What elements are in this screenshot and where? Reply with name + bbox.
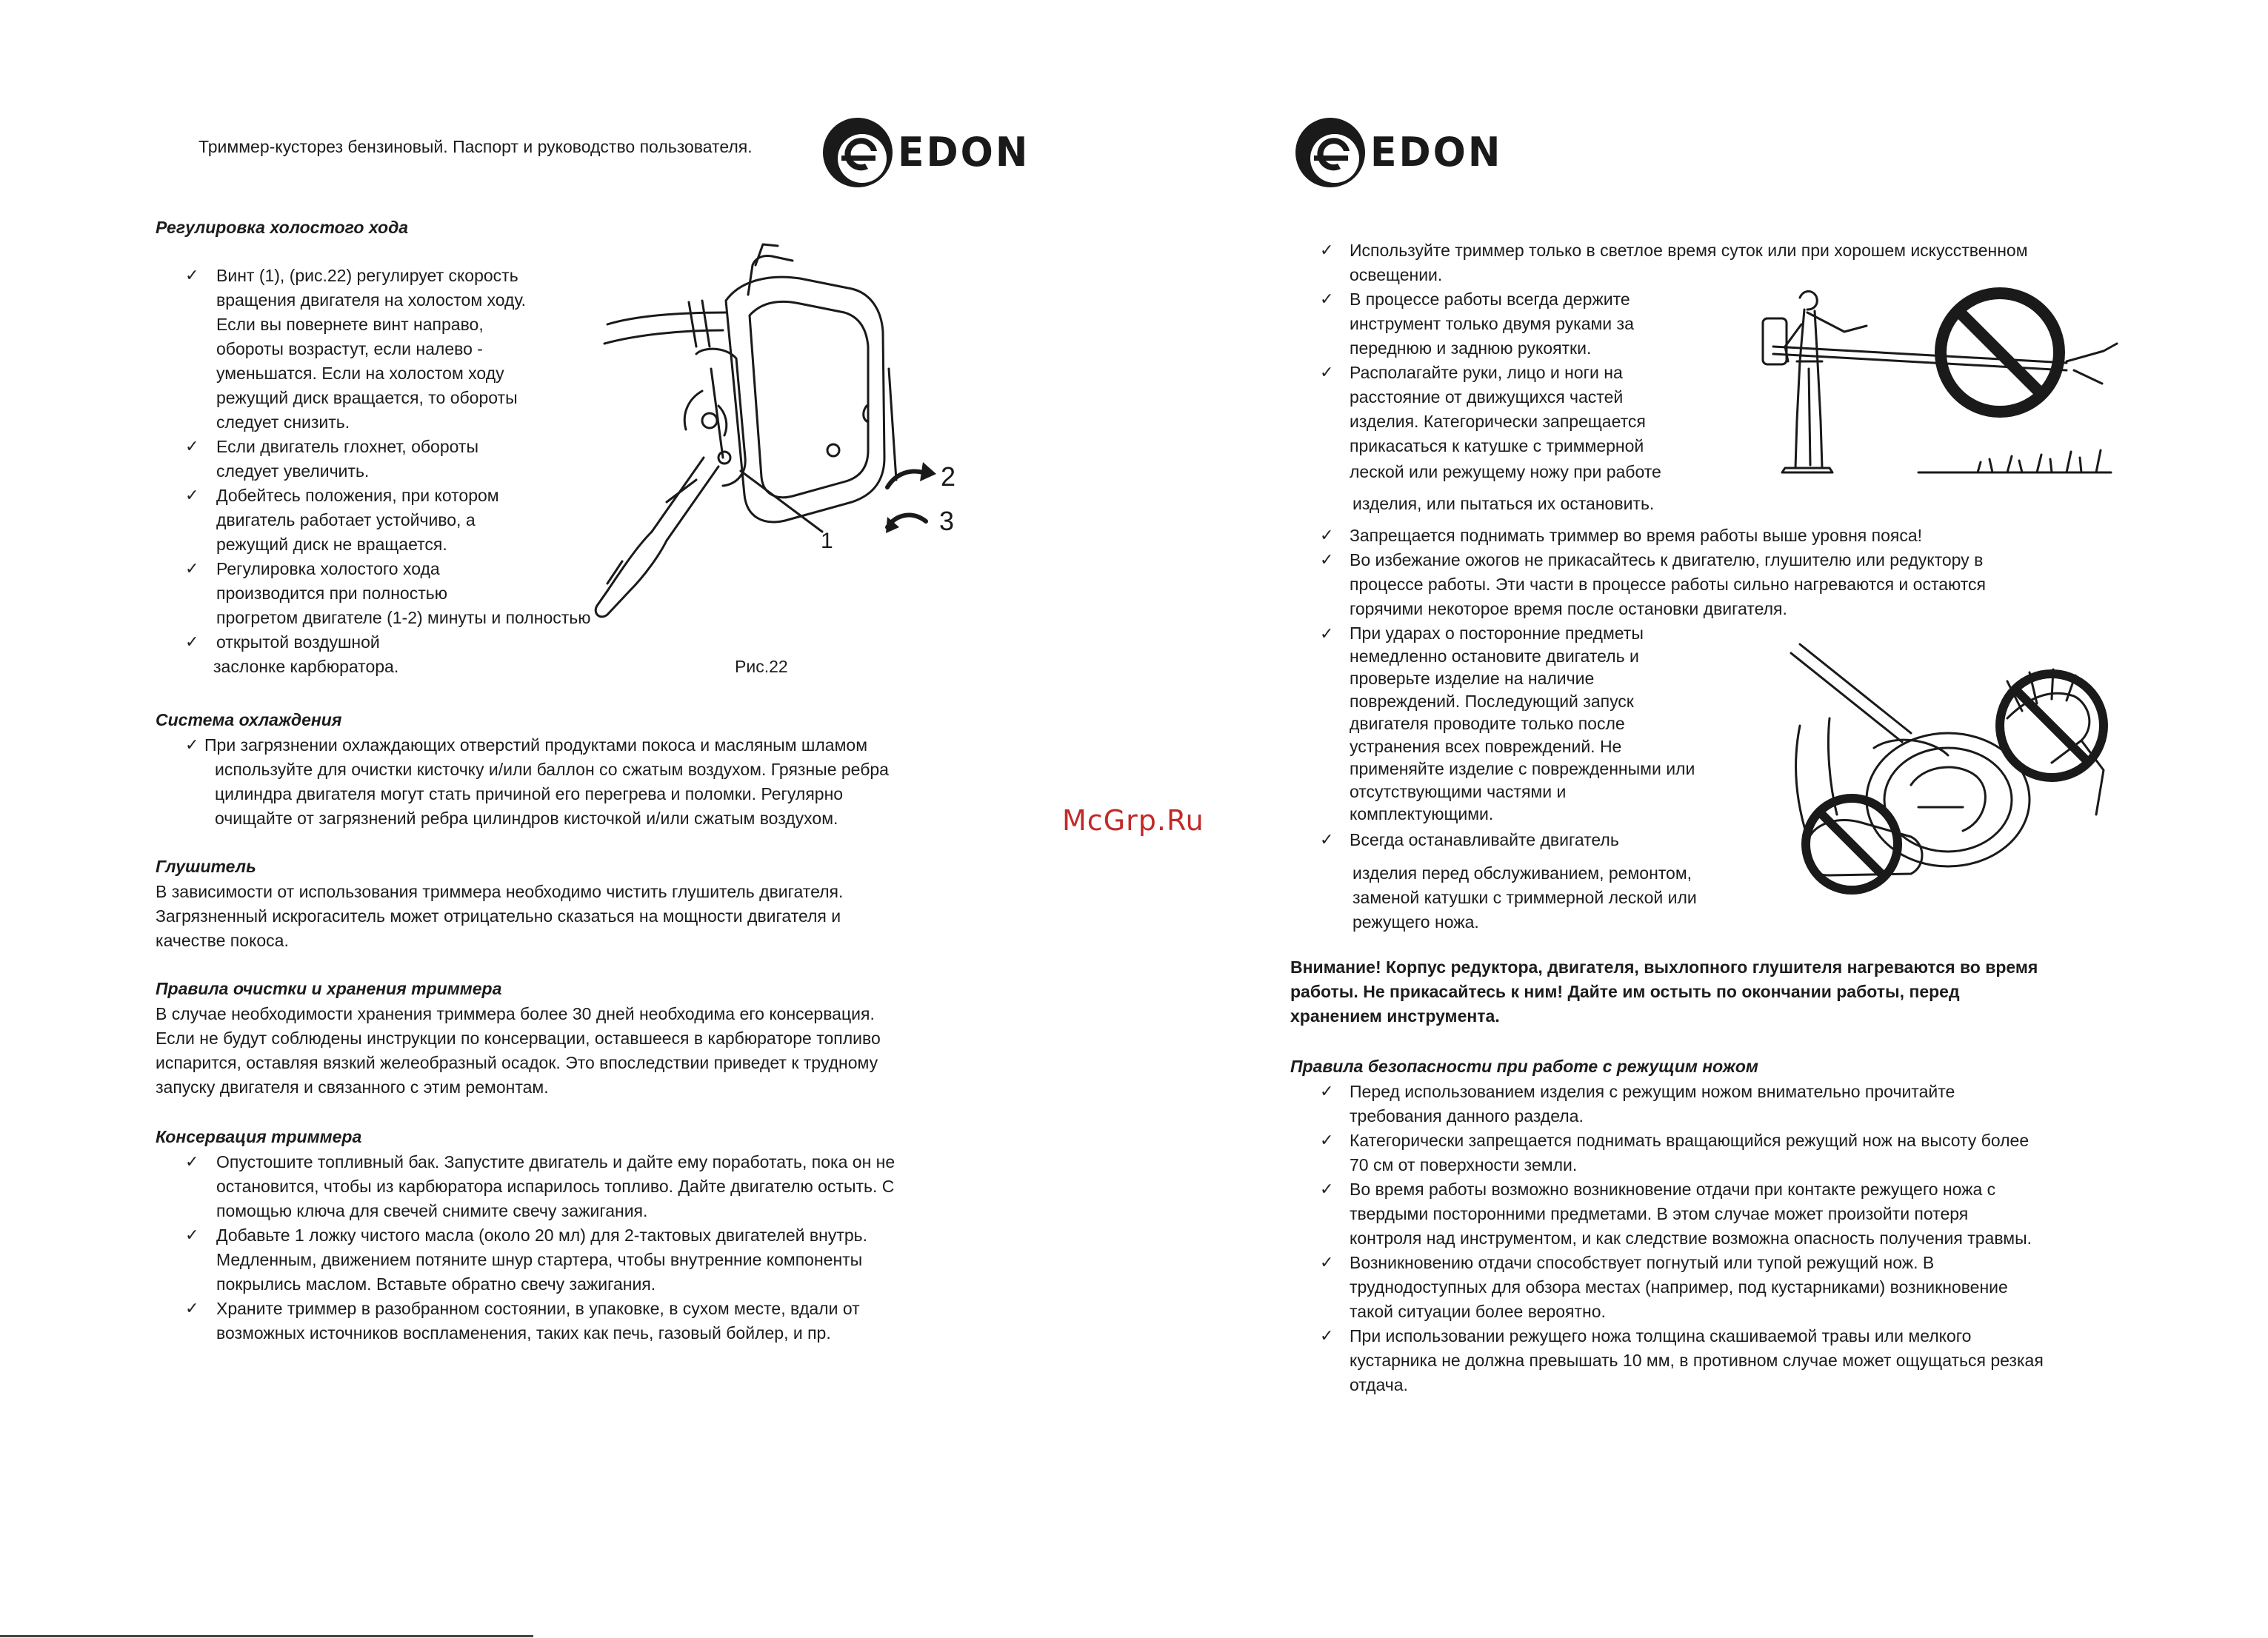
blade-item-4: Возникновению отдачи способствует погнутый или тупой режущий нож. В труднодоступных для обзора местах (например, под кустарниками) возникновение такой ситуации более вероятно.: [1350, 1253, 2008, 1321]
figure-caption: Рис.22: [735, 657, 788, 676]
check-icon: ✓: [1320, 1327, 1334, 1346]
rule-6: При ударах о посторонние предметы немедленно остановите двигатель и проверьте изделие на наличие повреждений. Последующий запуск двигателя проводите только после устранения всех повреждений. Не применяйте изделие с поврежденными или отсутствующими частями и комплектующими.: [1350, 624, 1695, 823]
check-icon: ✓: [185, 487, 199, 505]
idle-heading: Регулировка холостого хода: [156, 218, 409, 237]
rule-5: Во избежание ожогов не прикасайтесь к двигателю, глушителю или редуктору в процессе работы. Эти части в процессе работы сильно нагреваются и остаются горячими некоторое время после остановки двигателя.: [1350, 550, 1986, 618]
rule-3: Располагайте руки, лицо и ноги на расстояние от движущихся частей изделия. Категорически запрещается прикасаться к катушке с триммерной леской или режущему ножу при работе изделия, или пытаться их остановить.: [1350, 363, 1661, 513]
check-icon: ✓: [1320, 625, 1334, 644]
blade-item-3: Во время работы возможно возникновение отдачи при контакте режущего ножа с твердыми посторонними предметами. В этом случае может произойти потеря контроля над инструментом, и как следствие возможна опасность получения травмы.: [1350, 1180, 2032, 1248]
check-icon: ✓: [185, 438, 199, 456]
blade-item-2: Категорически запрещается поднимать вращающийся режущий нож на высоту более 70 см от поверхности земли.: [1350, 1131, 2029, 1174]
check-icon: ✓: [1320, 364, 1334, 382]
idle-item-5: открытой воздушной заслонке карбюратора.: [213, 632, 399, 676]
cooling-text: При загрязнении охлаждающих отверстий продуктами покоса и масляным шламом используйте для очистки кисточку и/или баллон со сжатым воздухом. Грязные ребра цилиндра двигателя могут стать причиной его перегрева и поломки. Регулярно очищайте от загрязнений ребра цилиндров кисточкой и/или сжатым воздухом.: [204, 735, 889, 828]
check-icon: ✓: [185, 633, 199, 652]
storage-heading: Правила очистки и хранения триммера: [156, 979, 502, 998]
check-icon: ✓: [185, 1153, 199, 1171]
carburetor-illustration: [578, 235, 955, 628]
storage-text: В случае необходимости хранения триммера более 30 дней необходима его консервация. Если не будут соблюдены инструкции по консервации, оставшееся в карбюраторе топливо испарится, оставляя вязкий желеобразный осадок. Это впоследствии приведет к трудному запуску двигателя и связанного с этим ремонтам.: [156, 1004, 881, 1097]
check-icon: ✓: [1320, 551, 1334, 569]
edon-logo-icon: [822, 117, 893, 188]
conservation-item-3: Храните триммер в разобранном состоянии, в упаковке, в сухом месте, вдали от возможных источников воспламенения, таких как печь, газовый бойлер, и пр.: [216, 1299, 860, 1343]
rule-7: Всегда останавливайте двигатель изделия перед обслуживанием, ремонтом, заменой катушки с триммерной леской или режущего ножа.: [1350, 830, 1697, 932]
muffler-text: В зависимости от использования триммера необходимо чистить глушитель двигателя. Загрязненный искрогаситель может отрицательно сказаться на мощности двигателя и качестве покоса.: [156, 882, 844, 950]
page-bottom-rule: [0, 1635, 533, 1637]
fig-label-1: 1: [821, 529, 833, 553]
idle-item-2: Если двигатель глохнет, обороты следует увеличить.: [216, 437, 478, 481]
conservation-item-2: Добавьте 1 ложку чистого масла (около 20 мл) для 2-тактовых двигателей внутрь. Медленным, движением потяните шнур стартера, чтобы внутренние компоненты покрылись маслом. Вставьте обратно свечу зажигания.: [216, 1226, 868, 1294]
fig-label-2: 2: [941, 461, 955, 492]
idle-item-3: Добейтесь положения, при котором двигатель работает устойчиво, а режущий диск не вращается.: [216, 486, 499, 554]
check-icon: ✓: [1320, 1131, 1334, 1150]
muffler-heading: Глушитель: [156, 857, 256, 876]
blade-heading: Правила безопасности при работе с режущим ножом: [1290, 1057, 1758, 1076]
blade-item-5: При использовании режущего ножа толщина скашиваемой травы или мелкого кустарника не должна превышать 10 мм, в противном случае может ощущаться резкая отдача.: [1350, 1326, 2044, 1394]
rule-2: В процессе работы всегда держите инструмент только двумя руками за переднюю и заднюю рукоятки.: [1350, 290, 1634, 358]
check-icon: ✓: [1320, 1180, 1334, 1199]
conservation-item-1: Опустошите топливный бак. Запустите двигатель и дайте ему поработать, пока он не остановится, чтобы из карбюратора испарилось топливо. Дайте двигателю остыть. С помощью ключа для свечей снимите свечу зажигания.: [216, 1152, 895, 1220]
logo-right: [1295, 117, 1502, 188]
idle-item-1: Винт (1), (рис.22) регулирует скорость вращения двигателя на холостом ходу. Если вы повернете винт направо, обороты возрастут, если налево - уменьшатся. Если на холостом ходу режущий диск вращается, то обороты следует снизить.: [216, 266, 527, 432]
page-header-title: Триммер-кусторез бензиновый. Паспорт и руководство пользователя.: [199, 137, 753, 156]
check-icon: ✓: [1320, 1083, 1334, 1101]
check-icon: ✓: [1320, 290, 1334, 309]
check-icon: ✓: [1320, 831, 1334, 849]
check-icon: ✓: [1320, 241, 1334, 260]
logo-word: EDON: [898, 129, 1030, 176]
blade-item-1: Перед использованием изделия с режущим ножом внимательно прочитайте требования данного раздела.: [1350, 1082, 1955, 1126]
warning-text: Внимание! Корпус редуктора, двигателя, выхлопного глушителя нагреваются во время работы. Не прикасайтесь к ним! Дайте им остыть по окончании работы, перед хранением инструмента.: [1290, 957, 2038, 1026]
check-icon: ✓: [185, 736, 199, 755]
two-hand-operation-illustration: [1755, 280, 2126, 480]
check-icon: ✓: [185, 1300, 199, 1318]
cooling-heading: Система охлаждения: [156, 710, 342, 729]
check-icon: ✓: [185, 1226, 199, 1245]
rule-4: Запрещается поднимать триммер во время работы выше уровня пояса!: [1350, 526, 1923, 545]
watermark: McGrp.Ru: [1062, 804, 1204, 837]
rule-1: Используйте триммер только в светлое время суток или при хорошем искусственном освещении.: [1350, 241, 2028, 284]
check-icon: ✓: [1320, 1254, 1334, 1272]
check-icon: ✓: [185, 560, 199, 578]
blade-hazard-illustration: [1785, 637, 2118, 903]
fig-label-3: 3: [939, 506, 955, 536]
conservation-heading: Консервация триммера: [156, 1127, 362, 1146]
logo-word: EDON: [1370, 129, 1503, 176]
idle-item-4: Регулировка холостого хода производится при полностью прогретом двигателе (1-2) минуты и полностью: [216, 559, 591, 627]
logo-left: [822, 117, 1030, 188]
check-icon: ✓: [185, 267, 199, 285]
check-icon: ✓: [1320, 526, 1334, 545]
edon-logo-icon: [1295, 117, 1366, 188]
